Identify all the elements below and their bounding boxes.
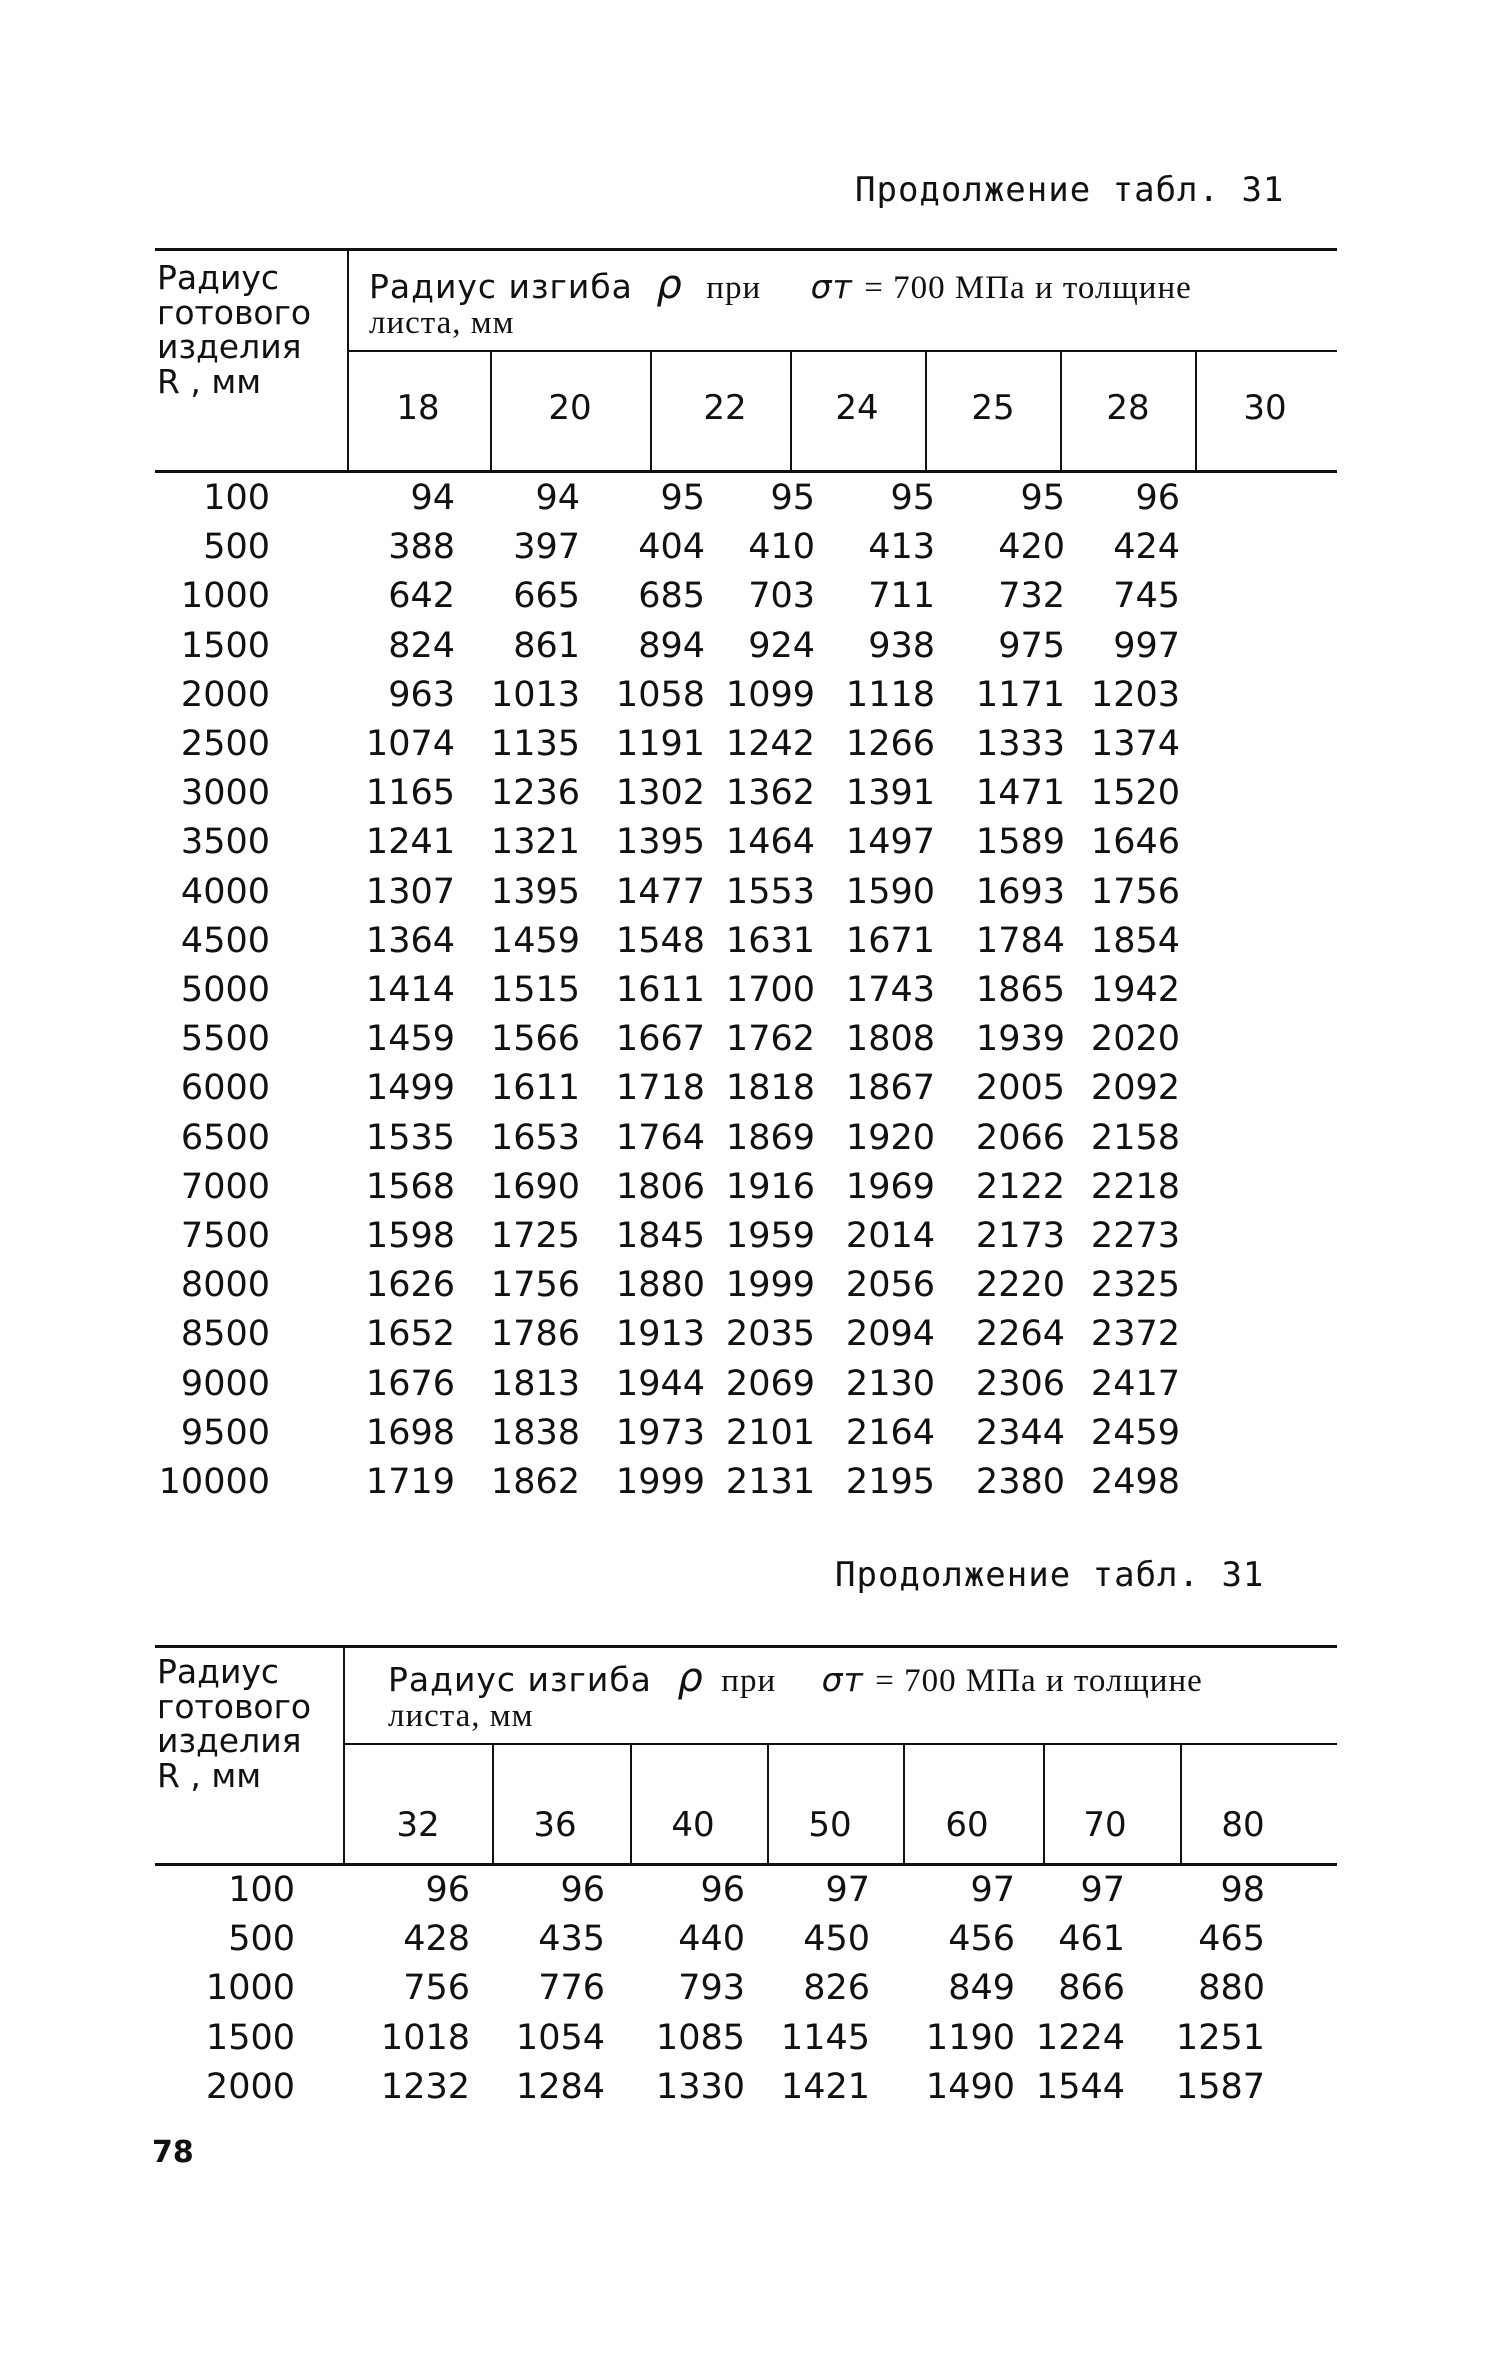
value-cell: 1321 bbox=[490, 822, 580, 863]
column-header: 50 bbox=[808, 1805, 852, 1845]
value-cell: 95 bbox=[660, 478, 705, 518]
value-cell: 1867 bbox=[845, 1068, 935, 1109]
value-cell: 2306 bbox=[975, 1363, 1065, 1404]
value-cell: 2056 bbox=[845, 1265, 935, 1306]
value-cell: 1251 bbox=[1175, 2017, 1265, 2058]
value-cell: 1587 bbox=[1175, 2066, 1265, 2107]
radius-cell: 8000 bbox=[180, 1265, 270, 1306]
table-row bbox=[155, 1870, 1335, 1919]
value-cell: 1762 bbox=[725, 1019, 815, 1060]
value-cell: 1085 bbox=[655, 2017, 745, 2058]
value-cell: 95 bbox=[770, 478, 815, 518]
value-cell: 1693 bbox=[975, 871, 1065, 912]
value-cell: 1018 bbox=[380, 2017, 470, 2058]
value-cell: 1191 bbox=[615, 724, 705, 764]
column-header: 18 bbox=[396, 388, 440, 428]
span-header-text: Радиус изгиба bbox=[369, 267, 633, 306]
value-cell: 866 bbox=[1058, 1968, 1125, 2009]
column-header: 80 bbox=[1221, 1805, 1265, 1845]
radius-cell: 9000 bbox=[180, 1363, 270, 1404]
radius-cell: 7000 bbox=[180, 1166, 270, 1207]
value-cell: 388 bbox=[388, 527, 455, 568]
value-cell: 440 bbox=[678, 1919, 745, 1960]
column-divider bbox=[630, 1743, 632, 1863]
value-cell: 1266 bbox=[845, 724, 935, 764]
header-bottom-rule bbox=[155, 470, 1337, 473]
value-cell: 1920 bbox=[845, 1117, 935, 1158]
column-header: 36 bbox=[533, 1805, 577, 1845]
column-divider bbox=[767, 1743, 769, 1863]
value-cell: 1808 bbox=[845, 1019, 935, 1060]
value-cell: 95 bbox=[1020, 478, 1065, 518]
value-cell: 1589 bbox=[975, 822, 1065, 863]
value-cell: 2372 bbox=[1090, 1314, 1180, 1355]
value-cell: 1165 bbox=[365, 773, 455, 814]
value-cell: 1913 bbox=[615, 1314, 705, 1355]
value-cell: 793 bbox=[678, 1968, 745, 2009]
value-cell: 1054 bbox=[515, 2017, 605, 2058]
value-cell: 1330 bbox=[655, 2066, 745, 2107]
value-cell: 2218 bbox=[1090, 1166, 1180, 1207]
column-header: 70 bbox=[1083, 1805, 1127, 1845]
value-cell: 1535 bbox=[365, 1117, 455, 1158]
value-cell: 95 bbox=[890, 478, 935, 518]
value-cell: 1171 bbox=[975, 674, 1065, 715]
value-cell: 2131 bbox=[725, 1462, 815, 1502]
value-cell: 1074 bbox=[365, 724, 455, 764]
value-cell: 924 bbox=[748, 625, 815, 666]
value-cell: 861 bbox=[513, 625, 580, 666]
value-cell: 685 bbox=[638, 576, 705, 617]
value-cell: 2069 bbox=[725, 1363, 815, 1404]
value-cell: 756 bbox=[403, 1968, 470, 2009]
rho-symbol: ρ bbox=[656, 262, 683, 308]
value-cell: 1626 bbox=[365, 1265, 455, 1306]
radius-cell: 1500 bbox=[205, 2017, 295, 2058]
value-cell: 1302 bbox=[615, 773, 705, 814]
value-cell: 1548 bbox=[615, 920, 705, 961]
value-cell: 94 bbox=[535, 478, 580, 518]
row-header-line: R , мм bbox=[157, 1755, 262, 1795]
header-divider bbox=[347, 248, 349, 470]
value-cell: 2130 bbox=[845, 1363, 935, 1404]
value-cell: 1869 bbox=[725, 1117, 815, 1158]
value-cell: 1676 bbox=[365, 1363, 455, 1404]
value-cell: 1818 bbox=[725, 1068, 815, 1109]
value-cell: 2122 bbox=[975, 1166, 1065, 1207]
value-cell: 2164 bbox=[845, 1412, 935, 1453]
row-header bbox=[157, 258, 312, 401]
table-row bbox=[155, 1462, 1335, 1511]
value-cell: 1553 bbox=[725, 871, 815, 912]
value-cell: 2380 bbox=[975, 1462, 1065, 1502]
value-cell: 424 bbox=[1113, 527, 1180, 568]
value-cell: 1959 bbox=[725, 1216, 815, 1256]
radius-cell: 4000 bbox=[180, 871, 270, 912]
value-cell: 894 bbox=[638, 625, 705, 666]
column-divider bbox=[1180, 1743, 1182, 1863]
value-cell: 1652 bbox=[365, 1314, 455, 1355]
table2-caption: Продолжение табл. 31 bbox=[835, 1555, 1265, 1595]
radius-cell: 6500 bbox=[180, 1117, 270, 1158]
value-cell: 1333 bbox=[975, 724, 1065, 764]
value-cell: 2498 bbox=[1090, 1462, 1180, 1502]
span-header-line2: листа, мм bbox=[369, 305, 515, 341]
row-header-line: Радиус bbox=[157, 1652, 280, 1691]
row-header-line: изделия bbox=[157, 1721, 302, 1761]
value-cell: 1520 bbox=[1090, 773, 1180, 814]
radius-cell: 2000 bbox=[205, 2066, 295, 2107]
value-cell: 2035 bbox=[725, 1314, 815, 1355]
column-header: 60 bbox=[945, 1805, 989, 1845]
header-bottom-rule bbox=[155, 1863, 1337, 1866]
value-cell: 96 bbox=[700, 1870, 745, 1910]
value-cell: 1999 bbox=[615, 1462, 705, 1502]
value-cell: 732 bbox=[998, 576, 1065, 617]
value-cell: 1845 bbox=[615, 1216, 705, 1256]
row-header-line: готового bbox=[157, 1686, 312, 1726]
radius-cell: 1000 bbox=[205, 1968, 295, 2009]
value-cell: 1854 bbox=[1090, 920, 1180, 961]
value-cell: 711 bbox=[868, 576, 935, 617]
column-divider bbox=[492, 1743, 494, 1863]
value-cell: 1099 bbox=[725, 674, 815, 715]
value-cell: 1232 bbox=[380, 2066, 470, 2107]
value-cell: 1395 bbox=[490, 871, 580, 912]
value-cell: 1190 bbox=[925, 2017, 1015, 2058]
radius-cell: 5500 bbox=[180, 1019, 270, 1060]
column-divider bbox=[1043, 1743, 1045, 1863]
table-row bbox=[155, 1019, 1335, 1068]
table-row bbox=[155, 2018, 1335, 2067]
value-cell: 703 bbox=[748, 576, 815, 617]
table-row bbox=[155, 872, 1335, 921]
value-cell: 1362 bbox=[725, 773, 815, 814]
top-rule bbox=[155, 1645, 1337, 1648]
table-row bbox=[155, 1413, 1335, 1462]
value-cell: 2417 bbox=[1090, 1363, 1180, 1404]
value-cell: 1515 bbox=[490, 970, 580, 1010]
value-cell: 1598 bbox=[365, 1216, 455, 1256]
table-row bbox=[155, 1068, 1335, 1117]
radius-cell: 6000 bbox=[180, 1068, 270, 1109]
value-cell: 1499 bbox=[365, 1068, 455, 1109]
rho-symbol: ρ bbox=[677, 1655, 704, 1701]
radius-cell: 3000 bbox=[180, 773, 270, 814]
value-cell: 1058 bbox=[615, 674, 705, 715]
value-cell: 1566 bbox=[490, 1019, 580, 1060]
row-header-line: Радиус bbox=[157, 258, 280, 297]
value-cell: 2101 bbox=[725, 1412, 815, 1453]
table-row bbox=[155, 970, 1335, 1019]
value-cell: 849 bbox=[948, 1968, 1015, 2009]
value-cell: 2020 bbox=[1090, 1019, 1180, 1060]
table-row bbox=[155, 1364, 1335, 1413]
column-divider bbox=[790, 350, 792, 470]
radius-cell: 8500 bbox=[180, 1314, 270, 1355]
value-cell: 450 bbox=[803, 1919, 870, 1960]
radius-cell: 100 bbox=[203, 478, 270, 518]
value-cell: 1700 bbox=[725, 970, 815, 1010]
value-cell: 1374 bbox=[1090, 724, 1180, 764]
value-cell: 461 bbox=[1058, 1919, 1125, 1960]
value-cell: 745 bbox=[1113, 576, 1180, 617]
value-cell: 397 bbox=[513, 527, 580, 568]
column-divider bbox=[925, 350, 927, 470]
table-row bbox=[155, 1314, 1335, 1363]
value-cell: 1784 bbox=[975, 920, 1065, 961]
column-header: 22 bbox=[703, 388, 747, 428]
value-cell: 1013 bbox=[490, 674, 580, 715]
radius-cell: 1000 bbox=[180, 576, 270, 617]
radius-cell: 3500 bbox=[180, 822, 270, 863]
span-header bbox=[388, 1657, 1203, 1734]
column-header: 25 bbox=[971, 388, 1015, 428]
radius-cell: 7500 bbox=[180, 1216, 270, 1256]
span-header-rest: = 700 МПа и толщине bbox=[864, 270, 1192, 306]
value-cell: 665 bbox=[513, 576, 580, 617]
radius-cell: 1500 bbox=[180, 625, 270, 666]
column-divider bbox=[1060, 350, 1062, 470]
value-cell: 1118 bbox=[845, 674, 935, 715]
table-row bbox=[155, 1118, 1335, 1167]
value-cell: 2158 bbox=[1090, 1117, 1180, 1158]
value-cell: 1653 bbox=[490, 1117, 580, 1158]
value-cell: 824 bbox=[388, 625, 455, 666]
value-cell: 420 bbox=[998, 527, 1065, 568]
table-row bbox=[155, 626, 1335, 675]
value-cell: 1671 bbox=[845, 920, 935, 961]
radius-cell: 10000 bbox=[158, 1462, 270, 1502]
value-cell: 97 bbox=[1080, 1870, 1125, 1910]
value-cell: 1786 bbox=[490, 1314, 580, 1355]
value-cell: 1944 bbox=[615, 1363, 705, 1404]
column-header: 30 bbox=[1243, 388, 1287, 428]
table-row bbox=[155, 921, 1335, 970]
span-header-line2: листа, мм bbox=[388, 1698, 534, 1734]
value-cell: 1497 bbox=[845, 822, 935, 863]
value-cell: 2264 bbox=[975, 1314, 1065, 1355]
value-cell: 94 bbox=[410, 478, 455, 518]
value-cell: 2273 bbox=[1090, 1216, 1180, 1256]
value-cell: 1764 bbox=[615, 1117, 705, 1158]
value-cell: 1459 bbox=[365, 1019, 455, 1060]
span-header-rest: = 700 МПа и толщине bbox=[875, 1663, 1203, 1699]
table1-caption: Продолжение табл. 31 bbox=[855, 170, 1285, 210]
top-rule bbox=[155, 248, 1337, 251]
value-cell: 2092 bbox=[1090, 1068, 1180, 1109]
value-cell: 1942 bbox=[1090, 970, 1180, 1010]
value-cell: 1743 bbox=[845, 970, 935, 1010]
value-cell: 1611 bbox=[490, 1068, 580, 1109]
table-row bbox=[155, 1167, 1335, 1216]
value-cell: 1838 bbox=[490, 1412, 580, 1453]
value-cell: 1718 bbox=[615, 1068, 705, 1109]
column-divider bbox=[650, 350, 652, 470]
value-cell: 404 bbox=[638, 527, 705, 568]
row-header-line: изделия bbox=[157, 327, 302, 367]
value-cell: 98 bbox=[1220, 1870, 1265, 1910]
value-cell: 642 bbox=[388, 576, 455, 617]
value-cell: 1862 bbox=[490, 1462, 580, 1502]
table-row bbox=[155, 1216, 1335, 1265]
column-header: 20 bbox=[548, 388, 592, 428]
column-divider bbox=[490, 350, 492, 470]
sigma-symbol: σт bbox=[821, 1660, 864, 1699]
value-cell: 1631 bbox=[725, 920, 815, 961]
value-cell: 1307 bbox=[365, 871, 455, 912]
table-row bbox=[155, 2067, 1335, 2116]
value-cell: 1364 bbox=[365, 920, 455, 961]
column-divider bbox=[903, 1743, 905, 1863]
table-row bbox=[155, 1919, 1335, 1968]
value-cell: 96 bbox=[1135, 478, 1180, 518]
radius-cell: 100 bbox=[228, 1870, 295, 1910]
value-cell: 1414 bbox=[365, 970, 455, 1010]
value-cell: 1719 bbox=[365, 1462, 455, 1502]
value-cell: 975 bbox=[998, 625, 1065, 666]
value-cell: 97 bbox=[970, 1870, 1015, 1910]
value-cell: 1459 bbox=[490, 920, 580, 961]
value-cell: 1395 bbox=[615, 822, 705, 863]
radius-cell: 4500 bbox=[180, 920, 270, 961]
value-cell: 410 bbox=[748, 527, 815, 568]
value-cell: 1544 bbox=[1035, 2066, 1125, 2107]
value-cell: 465 bbox=[1198, 1919, 1265, 1960]
row-header-line: R , мм bbox=[157, 361, 262, 401]
value-cell: 1698 bbox=[365, 1412, 455, 1453]
span-header-pri: при bbox=[706, 270, 762, 306]
value-cell: 1242 bbox=[725, 724, 815, 764]
value-cell: 1667 bbox=[615, 1019, 705, 1060]
value-cell: 880 bbox=[1198, 1968, 1265, 2009]
value-cell: 776 bbox=[538, 1968, 605, 2009]
value-cell: 413 bbox=[868, 527, 935, 568]
sigma-symbol: σт bbox=[810, 267, 853, 306]
span-header bbox=[369, 264, 1192, 341]
value-cell: 938 bbox=[868, 625, 935, 666]
table-row bbox=[155, 1968, 1335, 2017]
value-cell: 2344 bbox=[975, 1412, 1065, 1453]
value-cell: 456 bbox=[948, 1919, 1015, 1960]
page-number: 78 bbox=[152, 2135, 194, 2170]
span-header-text: Радиус изгиба bbox=[388, 1660, 652, 1699]
radius-cell: 5000 bbox=[180, 970, 270, 1010]
value-cell: 2066 bbox=[975, 1117, 1065, 1158]
value-cell: 1969 bbox=[845, 1166, 935, 1207]
value-cell: 1939 bbox=[975, 1019, 1065, 1060]
radius-cell: 2500 bbox=[180, 724, 270, 764]
value-cell: 2195 bbox=[845, 1462, 935, 1502]
span-rule bbox=[348, 350, 1337, 352]
table-row bbox=[155, 822, 1335, 871]
table-row bbox=[155, 576, 1335, 625]
value-cell: 1391 bbox=[845, 773, 935, 814]
row-header-line: готового bbox=[157, 292, 312, 332]
value-cell: 1590 bbox=[845, 871, 935, 912]
radius-cell: 2000 bbox=[180, 674, 270, 715]
value-cell: 1756 bbox=[490, 1265, 580, 1306]
value-cell: 96 bbox=[560, 1870, 605, 1910]
table-row bbox=[155, 1265, 1335, 1314]
radius-cell: 9500 bbox=[180, 1412, 270, 1453]
value-cell: 997 bbox=[1113, 625, 1180, 666]
value-cell: 96 bbox=[425, 1870, 470, 1910]
value-cell: 1421 bbox=[780, 2066, 870, 2107]
value-cell: 1490 bbox=[925, 2066, 1015, 2107]
column-header: 24 bbox=[835, 388, 879, 428]
value-cell: 1806 bbox=[615, 1166, 705, 1207]
value-cell: 1756 bbox=[1090, 871, 1180, 912]
value-cell: 2014 bbox=[845, 1216, 935, 1256]
value-cell: 1611 bbox=[615, 970, 705, 1010]
value-cell: 1690 bbox=[490, 1166, 580, 1207]
table-row bbox=[155, 527, 1335, 576]
column-header: 32 bbox=[396, 1805, 440, 1845]
value-cell: 1224 bbox=[1035, 2017, 1125, 2058]
value-cell: 2325 bbox=[1090, 1265, 1180, 1306]
value-cell: 1236 bbox=[490, 773, 580, 814]
value-cell: 2173 bbox=[975, 1216, 1065, 1256]
value-cell: 2220 bbox=[975, 1265, 1065, 1306]
value-cell: 428 bbox=[403, 1919, 470, 1960]
value-cell: 1880 bbox=[615, 1265, 705, 1306]
value-cell: 2459 bbox=[1090, 1412, 1180, 1453]
header-divider bbox=[343, 1645, 345, 1863]
value-cell: 1471 bbox=[975, 773, 1065, 814]
value-cell: 963 bbox=[388, 674, 455, 715]
radius-cell: 500 bbox=[203, 527, 270, 568]
value-cell: 1999 bbox=[725, 1265, 815, 1306]
value-cell: 2005 bbox=[975, 1068, 1065, 1109]
value-cell: 1145 bbox=[780, 2017, 870, 2058]
column-divider bbox=[1195, 350, 1197, 470]
value-cell: 826 bbox=[803, 1968, 870, 2009]
value-cell: 1646 bbox=[1090, 822, 1180, 863]
table-row bbox=[155, 724, 1335, 773]
value-cell: 1241 bbox=[365, 822, 455, 863]
value-cell: 435 bbox=[538, 1919, 605, 1960]
table-row bbox=[155, 675, 1335, 724]
value-cell: 1813 bbox=[490, 1363, 580, 1404]
column-header: 28 bbox=[1106, 388, 1150, 428]
value-cell: 1477 bbox=[615, 871, 705, 912]
value-cell: 1916 bbox=[725, 1166, 815, 1207]
value-cell: 1725 bbox=[490, 1216, 580, 1256]
value-cell: 97 bbox=[825, 1870, 870, 1910]
value-cell: 1568 bbox=[365, 1166, 455, 1207]
value-cell: 1135 bbox=[490, 724, 580, 764]
radius-cell: 500 bbox=[228, 1919, 295, 1960]
span-header-pri: при bbox=[721, 1663, 777, 1699]
column-header: 40 bbox=[671, 1805, 715, 1845]
value-cell: 2094 bbox=[845, 1314, 935, 1355]
row-header bbox=[157, 1652, 312, 1795]
table-row bbox=[155, 773, 1335, 822]
table-row bbox=[155, 478, 1335, 527]
value-cell: 1464 bbox=[725, 822, 815, 863]
value-cell: 1203 bbox=[1090, 674, 1180, 715]
value-cell: 1865 bbox=[975, 970, 1065, 1010]
value-cell: 1973 bbox=[615, 1412, 705, 1453]
value-cell: 1284 bbox=[515, 2066, 605, 2107]
